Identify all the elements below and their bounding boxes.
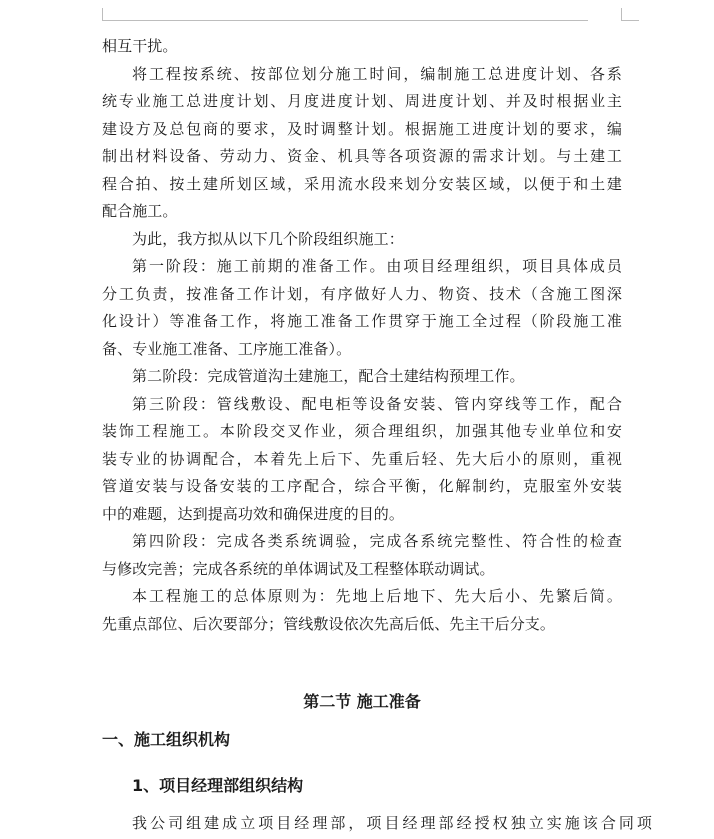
paragraph-line: 建设方及总包商的要求，及时调整计划。根据施工进度计划的要求，编 bbox=[102, 119, 622, 138]
heading-level-2: 1、项目经理部组织结构 bbox=[132, 776, 304, 795]
section-title: 第二节 施工准备 bbox=[303, 692, 421, 711]
paragraph-line: 第四阶段：完成各类系统调验，完成各系统完整性、符合性的检查 bbox=[132, 532, 622, 550]
paragraph-line: 为此，我方拟从以下几个阶段组织施工： bbox=[132, 229, 404, 248]
paragraph-line: 配合施工。 bbox=[102, 202, 178, 220]
paragraph-line: 化设计）等准备工作，将施工准备工作贯穿于施工全过程（阶段施工准 bbox=[102, 312, 622, 330]
paragraph-line: 管道安装与设备安装的工序配合，综合平衡，化解制约，克服室外安装 bbox=[102, 477, 622, 495]
paragraph-line: 中的难题，达到提高功效和确保进度的目的。 bbox=[102, 504, 405, 523]
margin-mark-top-left-vertical bbox=[102, 8, 103, 21]
paragraph-line: 第三阶段：管线敷设、配电柜等设备安装、管内穿线等工作，配合 bbox=[132, 394, 622, 413]
paragraph-line: 分工负责，按准备工作计划，有序做好人力、物资、技术（含施工图深 bbox=[102, 284, 622, 303]
paragraph-line: 我公司组建成立项目经理部，项目经理部经授权独立实施该合同项 bbox=[132, 814, 652, 832]
paragraph-line: 先重点部位、后次要部分；管线敷设依次先高后低、先主干后分支。 bbox=[102, 614, 556, 633]
margin-mark-top-right-vertical bbox=[621, 8, 622, 21]
margin-mark-top-right-horizontal bbox=[621, 20, 639, 21]
paragraph-line: 装专业的协调配合，本着先上后下、先重后轻、先大后小的原则，重视 bbox=[102, 449, 622, 468]
document-body bbox=[102, 33, 622, 638]
paragraph-line: 装饰工程施工。本阶段交叉作业，须合理组织，加强其他专业单位和安 bbox=[102, 422, 622, 440]
paragraph-line: 第一阶段：施工前期的准备工作。由项目经理组织，项目具体成员 bbox=[132, 257, 622, 275]
margin-mark-top-left-horizontal bbox=[102, 20, 588, 21]
paragraph-line: 相互干扰。 bbox=[102, 37, 178, 55]
paragraph-line: 第二阶段：完成管道沟土建施工，配合土建结构预埋工作。 bbox=[132, 367, 525, 385]
paragraph-line: 本工程施工的总体原则为：先地上后地下、先大后小、先繁后简。 bbox=[132, 587, 622, 605]
heading-level-1: 一、施工组织机构 bbox=[102, 730, 231, 749]
paragraph-line: 与修改完善；完成各系统的单体调试及工程整体联动调试。 bbox=[102, 559, 495, 578]
paragraph-line: 备、专业施工准备、工序施工准备）。 bbox=[102, 339, 352, 358]
paragraph-line: 将工程按系统、按部位划分施工时间，编制施工总进度计划、各系 bbox=[132, 64, 622, 83]
paragraph-line: 统专业施工总进度计划、月度进度计划、周进度计划、并及时根据业主 bbox=[102, 92, 622, 110]
paragraph-line: 程合拍、按土建所划区域，采用流水段来划分安装区域，以便于和土建 bbox=[102, 174, 622, 193]
paragraph-line: 制出材料设备、劳动力、资金、机具等各项资源的需求计划。与土建工 bbox=[102, 147, 622, 165]
